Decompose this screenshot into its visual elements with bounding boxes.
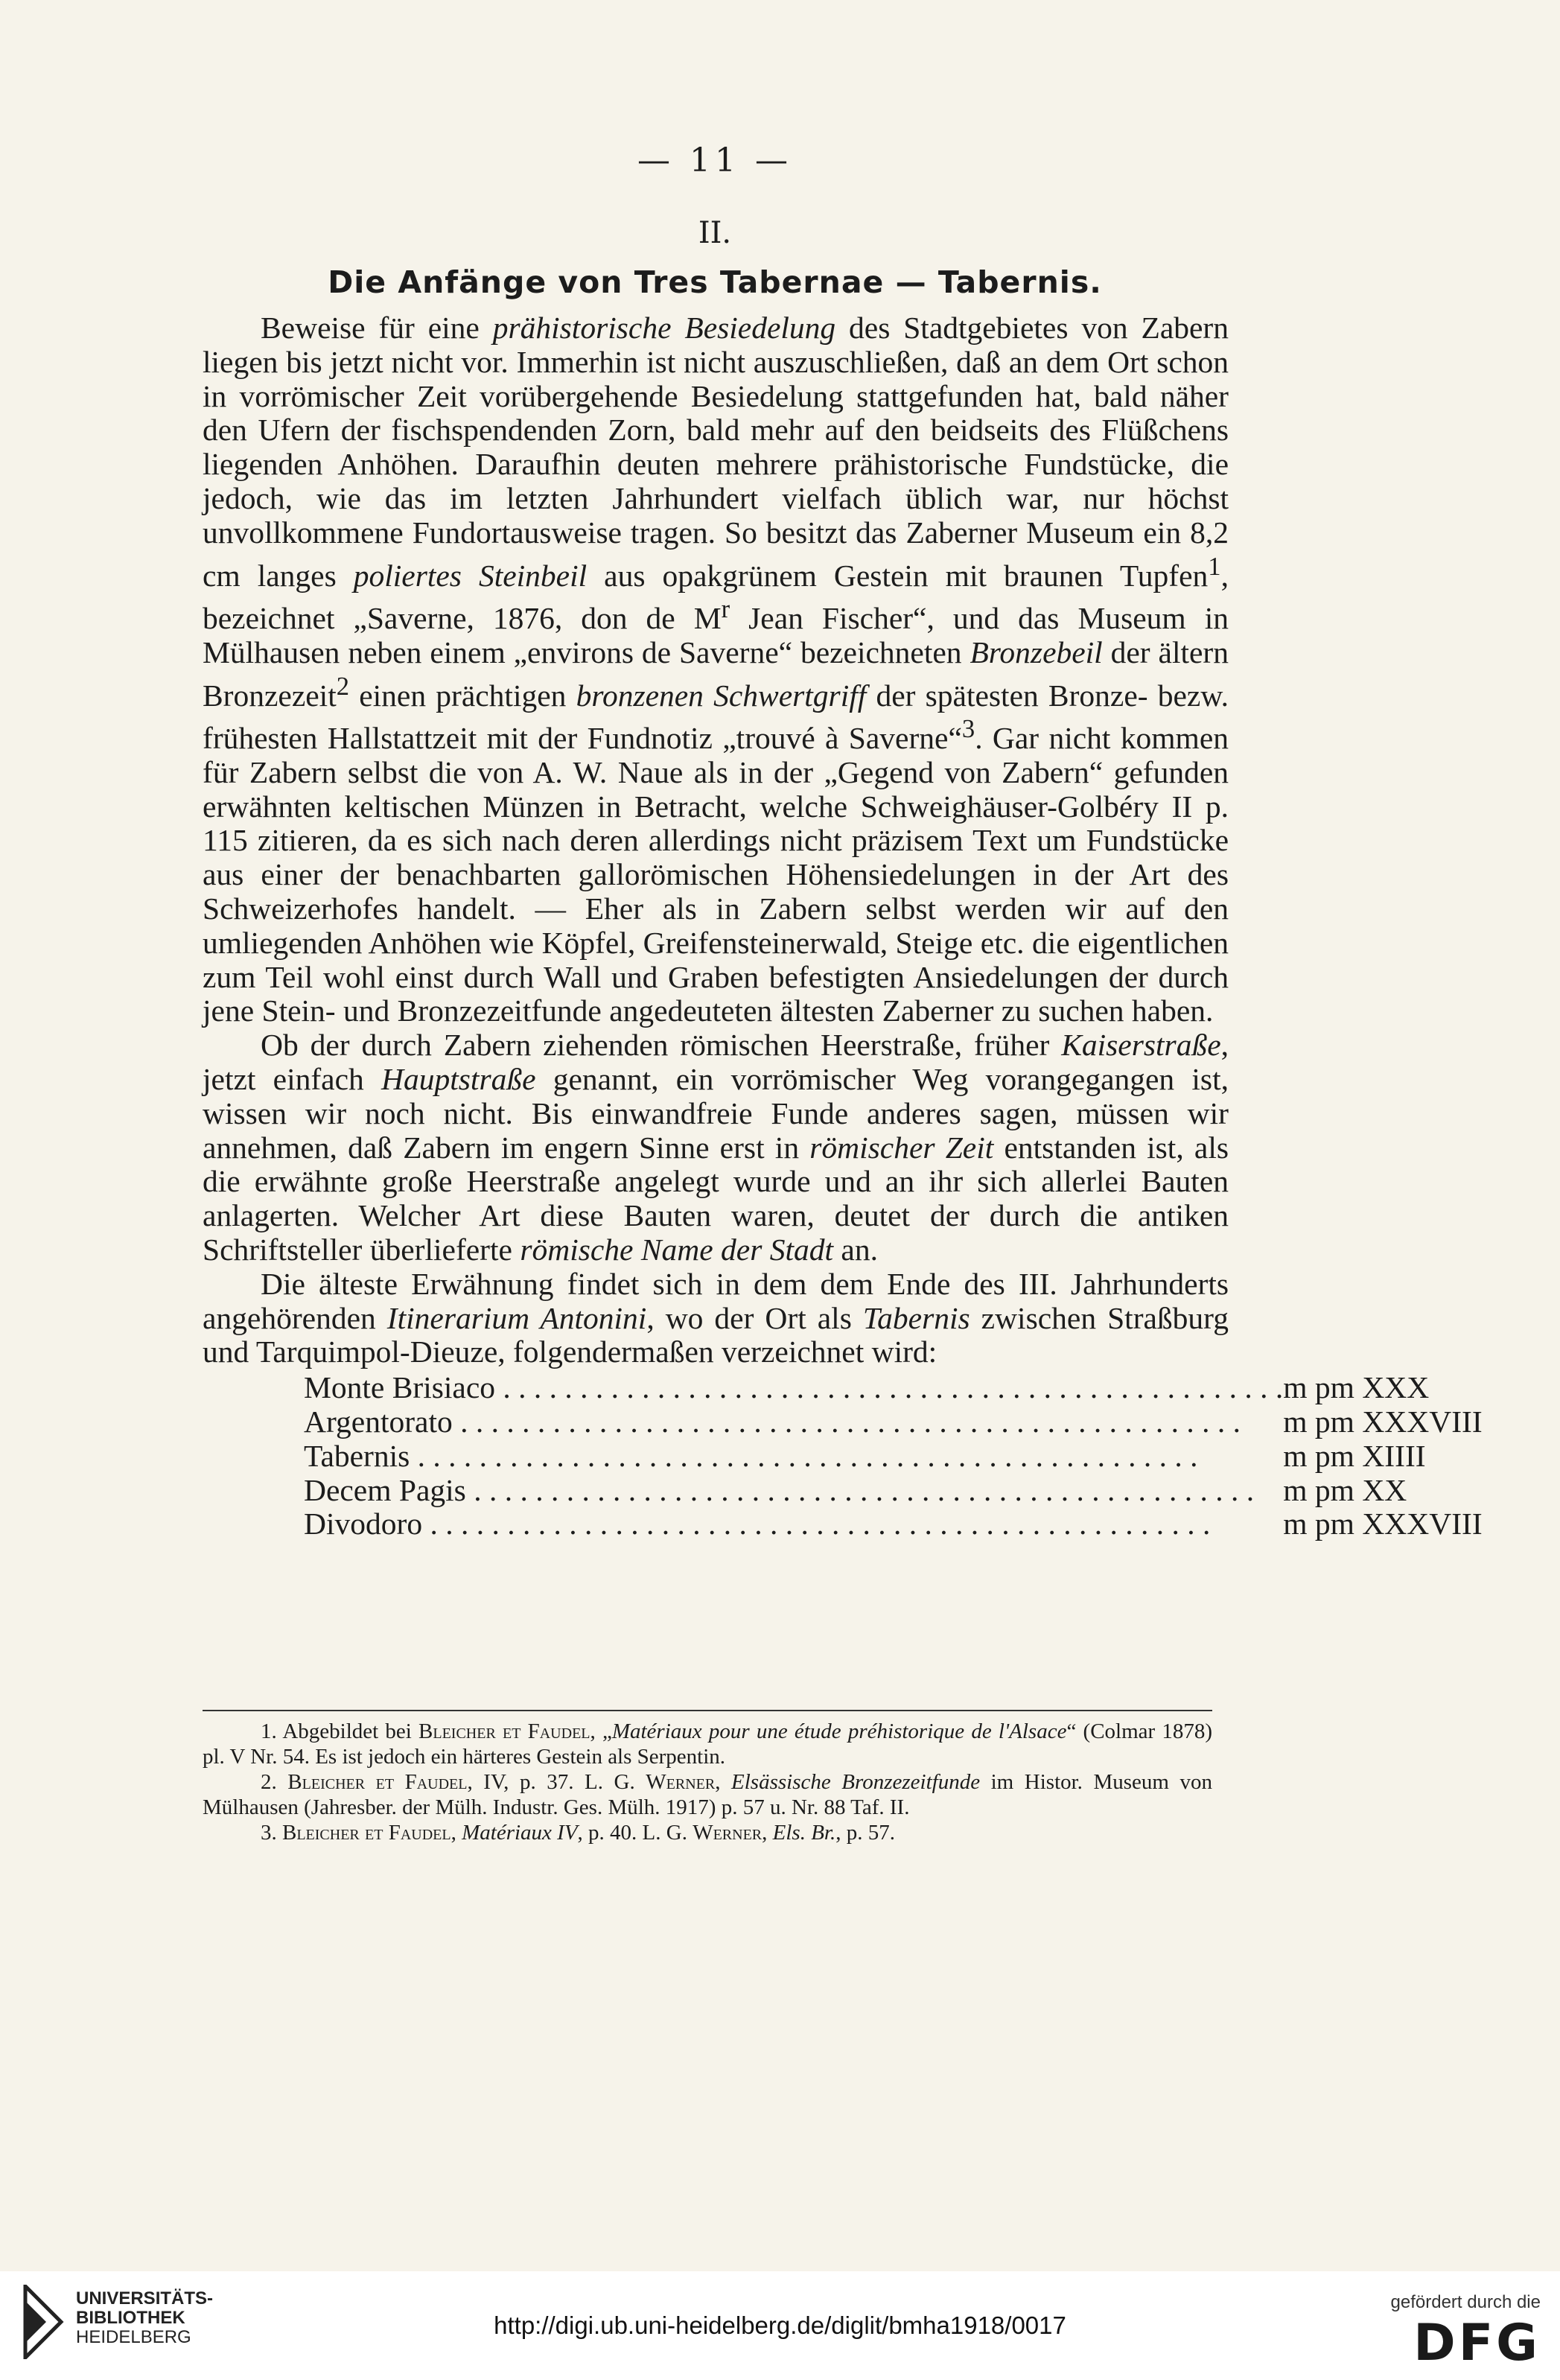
- viewer-footer: [0, 2271, 1560, 2380]
- text-run: , wo der Ort als: [646, 1300, 863, 1335]
- italic-term: Bronzebeil: [970, 634, 1103, 669]
- funding-label: gefördert durch die: [1390, 2292, 1541, 2312]
- footnotes: [203, 1719, 1212, 1845]
- text-run: Beweise für eine: [261, 311, 493, 345]
- italic-term: bronzenen Schwertgriff: [576, 678, 867, 713]
- text-run: zwischen Straßburg und Tarquimpol-Dieuze, folgendermaßen verzeichnet wird:: [203, 1300, 1229, 1369]
- itinerary-distance: m pm XXX: [1283, 1370, 1430, 1405]
- text-run: der ältern Bronzezeit: [203, 634, 1229, 713]
- footnote-3: 3. Bleicher et Faudel, Matériaux IV, p. 40. L. G. Werner, Els. Br., p. 57.: [261, 1821, 895, 1845]
- itinerary-distance: m pm XX: [1283, 1472, 1407, 1507]
- paragraph-1: [203, 311, 1229, 1028]
- itinerary-place: Argentorato . . . . . . . . . . . . . . . . . . . . . . . . . . . . . . . . . . . . . . . . . . . . . . . . . . .: [304, 1405, 1241, 1439]
- itinerary-row: [304, 1507, 1483, 1541]
- italic-term: römische Name der Stadt: [520, 1232, 834, 1267]
- italic-term: Itinerarium Antonini: [386, 1300, 647, 1335]
- paragraph-2: [203, 1028, 1229, 1267]
- permalink-url[interactable]: http://digi.ub.uni-heidelberg.de/diglit/bmha1918/0017: [494, 2311, 1066, 2339]
- text-run: Ob der durch Zabern ziehenden römischen Heerstraße, früher: [261, 1028, 1062, 1063]
- itinerary-place: Monte Brisiaco . . . . . . . . . . . . . . . . . . . . . . . . . . . . . . . . . . . . . . . . . . . . . . . . . . .: [304, 1371, 1284, 1405]
- itinerary-distance: m pm XIIII: [1283, 1438, 1426, 1473]
- itinerary-row: [304, 1439, 1483, 1474]
- itinerary-distance: m pm XXXVIII: [1283, 1506, 1483, 1541]
- itinerary-distance: m pm XXXVIII: [1283, 1404, 1483, 1439]
- itinerary-place: Tabernis . . . . . . . . . . . . . . . . . . . . . . . . . . . . . . . . . . . . . . . . . . . . . . . . . . .: [304, 1439, 1198, 1473]
- chapter-title: Die Anfänge von Tres Tabernae — Tabernis.: [328, 264, 1102, 300]
- itinerary-row: [304, 1371, 1483, 1405]
- page-number: — 11 —: [637, 141, 792, 179]
- text-run: der spätesten Bronze- bezw. frühesten Hallstattzeit mit der Fundnotiz „trouvé à Saverne“: [203, 678, 1229, 756]
- text-run: des Stadtgebietes von Zabern liegen bis jetzt nicht vor. Immerhin ist nicht auszuschließen, daß an dem Ort schon in vorrömischer Zeit vorübergehende Besiedelung stattgefunden hat, bald näher den Ufern der fischspendenden Zorn, bald mehr auf den beidseits des Flüßchens liegenden Anhöhen. Daraufhin deuten mehrere prähistorische Fundstücke, die jedoch, wie das im letzten Jahrhundert vielfach üblich war, nur höchst unvollkommene Fundortausweise tragen. So besitzt das Zaberner Museum ein 8,2 cm langes: [203, 311, 1229, 593]
- text-run: genannt, ein vorrömischer Weg vorangegangen ist, wissen wir noch nicht. Bis einwandfreie Funde anderes sagen, müssen wir annehmen, daß Zabern im engern Sinne erst in: [203, 1062, 1229, 1165]
- italic-term: Hauptstraße: [381, 1062, 536, 1097]
- main-text: [203, 311, 1483, 1541]
- text-run: entstanden ist, als die erwähnte große Heerstraße angelegt wurde und an ihr sich allerlei Bauten anlagerten. Welcher Art diese Bauten waren, deutet der durch die antiken Schriftsteller überlieferte: [203, 1130, 1229, 1267]
- dfg-logo: DFG: [1413, 2314, 1541, 2373]
- text-run: aus opakgrünem Gestein mit braunen Tupfen: [587, 558, 1209, 593]
- text-run: . Gar nicht kommen für Zabern selbst die von A. W. Naue als in der „Gegend von Zabern“ gefunden erwähnten keltischen Münzen in Betracht, welche Schweighäuser-Golbéry II p. 115 zitieren, da es sich nach deren allerdings nicht präzisem Text um Fundstücke aus einer der benachbarten gallorömischen Höhensiedelungen in der Art des Schweizerhofes handelt. — Eher als in Zabern selbst werden wir auf den umliegenden Anhöhen wie Köpfel, Greifensteinerwald, Steige etc. die eigentlichen zum Teil wohl einst durch Wall und Graben befestigten Ansiedelungen der durch jene Stein- und Bronzezeitfunde angedeuteten ältesten Zaberner zu suchen haben.: [203, 721, 1229, 1028]
- footnote-1: 1. Abgebildet bei Bleicher et Faudel, „Matériaux pour une étude préhistorique de l'Alsace“ (Colmar 1878) pl. V Nr. 54. Es ist jedoch ein härteres Gestein als Serpentin.: [203, 1719, 1213, 1769]
- text-run: Jean Fischer“, und das Museum in Mülhausen neben einem „environs de Saverne“ bezeichneten: [203, 601, 1229, 669]
- footnote-2: 2. Bleicher et Faudel, IV, p. 37. L. G. Werner, Elsässische Bronzezeitfunde im Histor. Museum von Mülhausen (Jahresber. der Mülh. Industr. Ges. Mülh. 1917) p. 57 u. Nr. 88 Taf. II.: [203, 1770, 1213, 1819]
- itinerary-row: [304, 1474, 1483, 1508]
- footnote-ref: 1: [1208, 552, 1221, 581]
- library-name: UNIVERSITÄTS- BIBLIOTHEK HEIDELBERG: [76, 2288, 214, 2347]
- itinerary-place: Decem Pagis . . . . . . . . . . . . . . . . . . . . . . . . . . . . . . . . . . . . . . . . . . . . . . . . . . .: [304, 1473, 1255, 1507]
- itinerary-table: [304, 1371, 1483, 1541]
- italic-term: Kaiserstraße: [1061, 1028, 1221, 1063]
- text-run: an.: [833, 1232, 878, 1267]
- chapter-number: II.: [698, 216, 732, 250]
- italic-term: römischer Zeit: [809, 1130, 994, 1165]
- text-run: Die älteste Erwähnung findet sich in dem dem Ende des III. Jahrhunderts angehörenden: [203, 1266, 1229, 1335]
- itinerary-place: Divodoro . . . . . . . . . . . . . . . . . . . . . . . . . . . . . . . . . . . . . . . . . . . . . . . . . . .: [304, 1507, 1211, 1541]
- footnote-ref: 2: [336, 672, 350, 701]
- footnote-divider: [203, 1710, 1212, 1711]
- itinerary-row: [304, 1405, 1483, 1439]
- text-run: , jetzt einfach: [203, 1028, 1229, 1097]
- italic-term: Tabernis: [862, 1300, 970, 1335]
- text-run: einen prächtigen: [349, 678, 576, 713]
- italic-term: poliertes Steinbeil: [353, 558, 588, 593]
- superscript: r: [721, 595, 730, 624]
- text-run: , bezeichnet „Saverne, 1876, don de M: [203, 558, 1229, 636]
- italic-term: prähistorische Besiedelung: [492, 311, 836, 345]
- footnote-ref: 3: [961, 715, 975, 744]
- paragraph-3: [203, 1267, 1229, 1369]
